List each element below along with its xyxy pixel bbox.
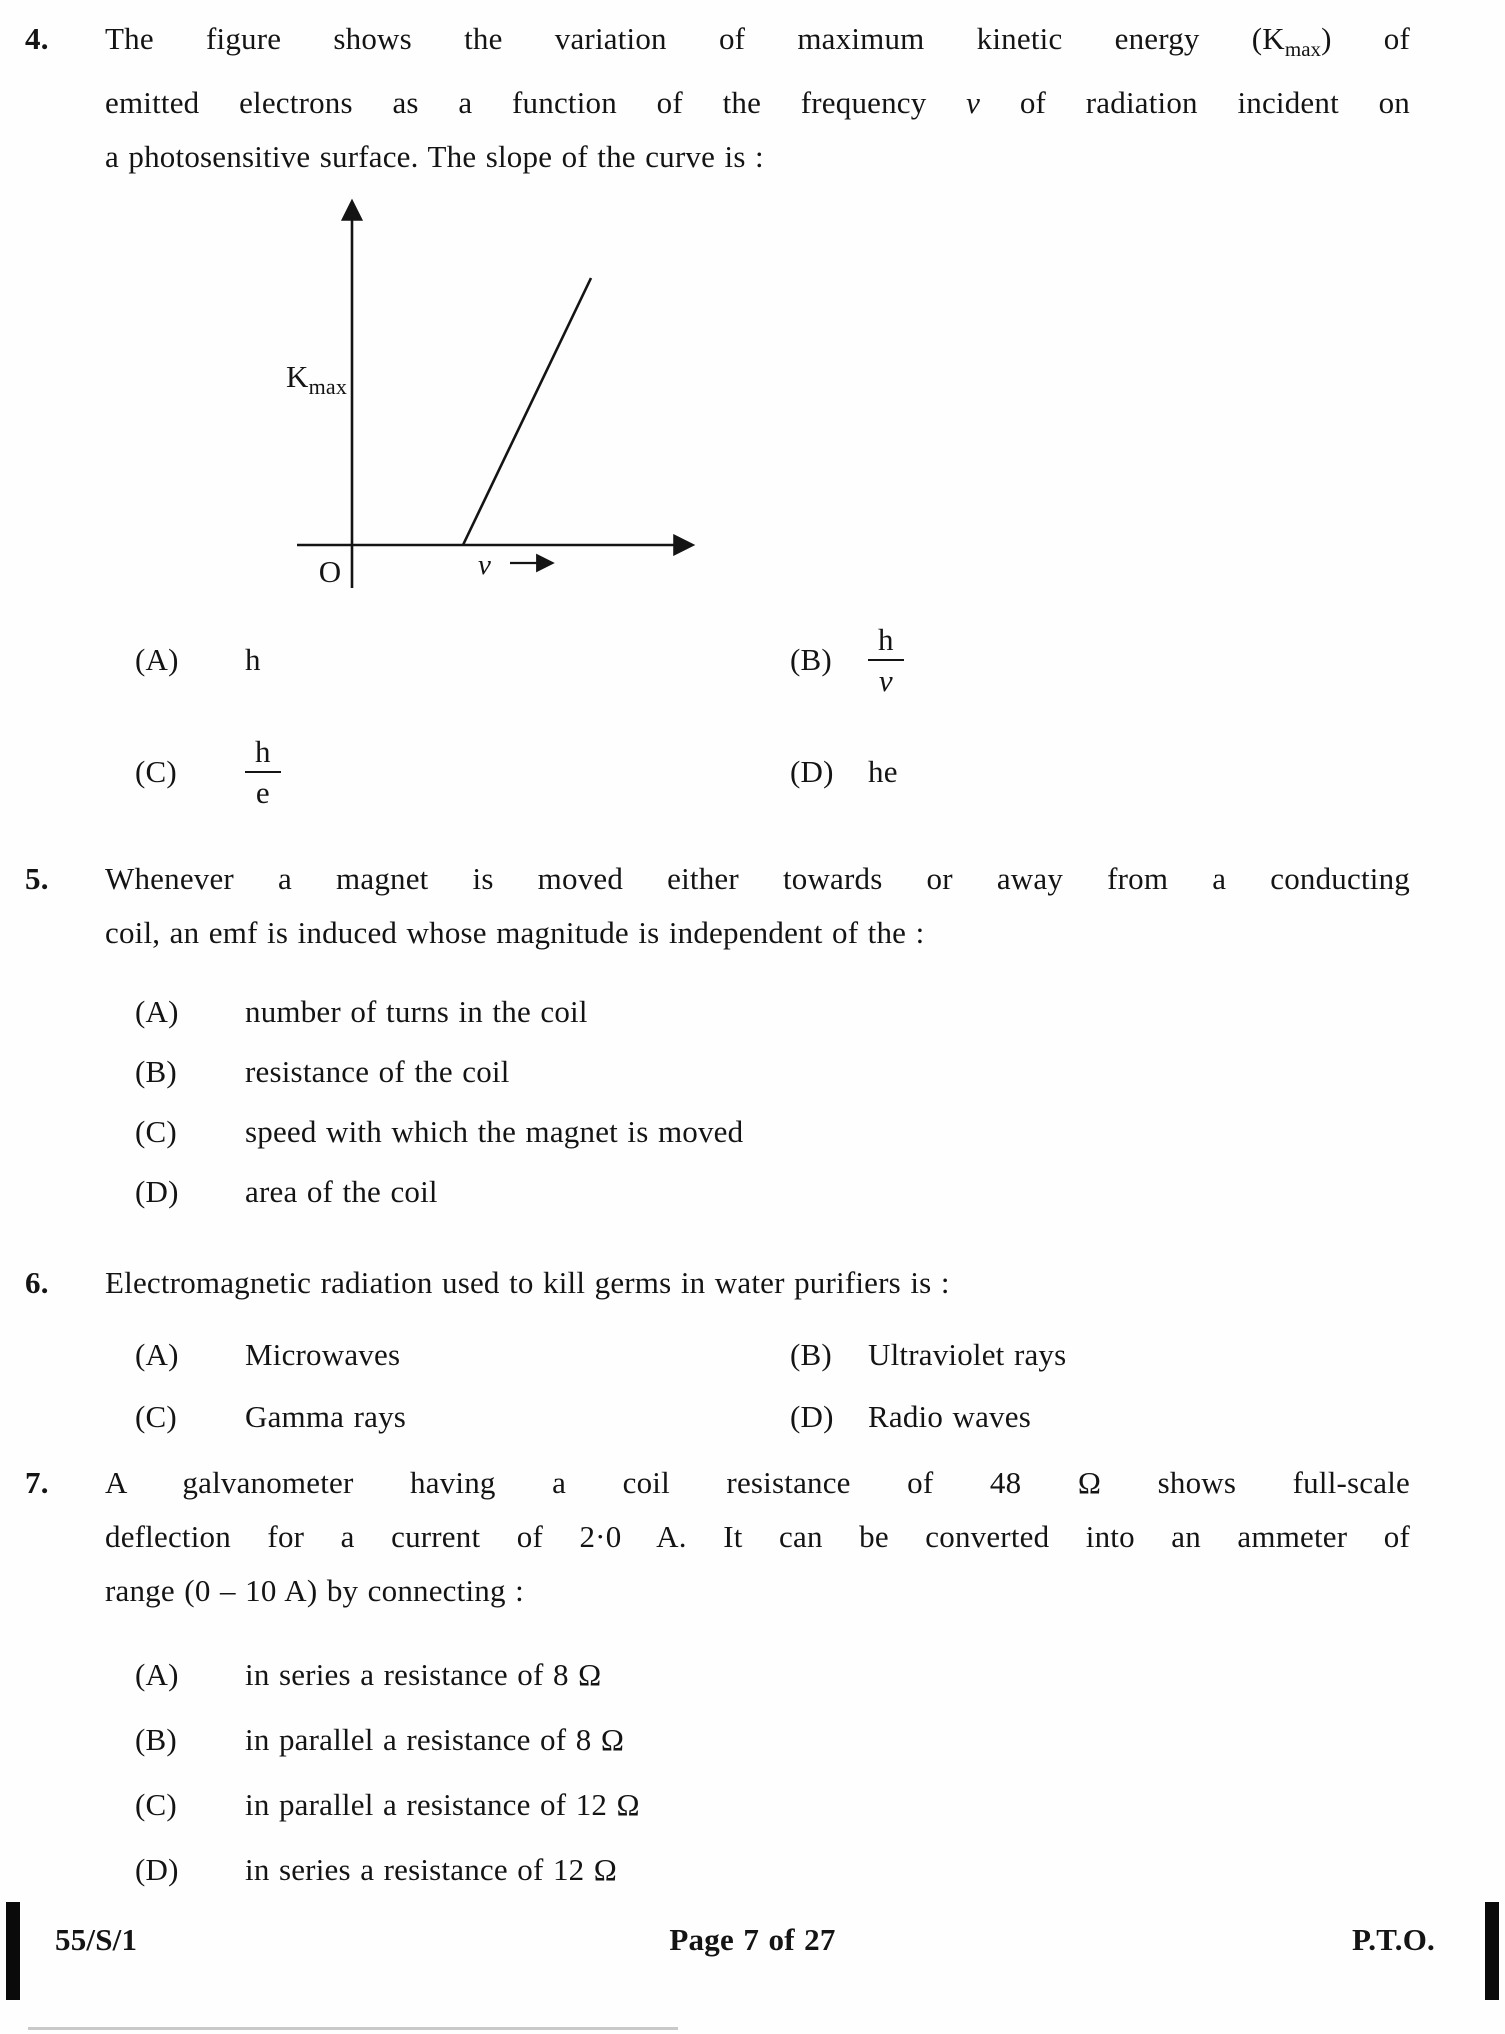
q5-option-d-label: (D): [135, 1174, 179, 1209]
q6-option-a-label: (A): [135, 1337, 179, 1372]
q5-option-d: [135, 1162, 1410, 1222]
q4-option-b-label: (B): [790, 642, 832, 678]
q4-option-c-label: (C): [135, 754, 177, 790]
q4-option-d: [790, 716, 1410, 828]
question-6-text-line-1: Electromagnetic radiation used to kill germs in water purifiers is :: [105, 1265, 950, 1300]
q6-option-c-label: (C): [135, 1399, 177, 1434]
q4-nu-symbol: ν: [966, 85, 981, 121]
q4-option-c-fraction: [245, 734, 281, 811]
q7-option-a-label: (A): [135, 1656, 179, 1692]
q5-option-c: [135, 1102, 1410, 1162]
origin-label: O: [318, 554, 342, 590]
page-number-label: Page 7 of 27: [669, 1922, 836, 1957]
question-7-content: [105, 1456, 1410, 1902]
q7-option-b-text: in parallel a resistance of 8 Ω: [245, 1721, 625, 1757]
q4-option-b-fraction: [868, 622, 904, 699]
question-5-text-line-2: coil, an emf is induced whose magnitude is independent of the :: [105, 915, 925, 950]
q4-text-seg: of radiation incident on: [980, 85, 1410, 121]
graph-svg: [240, 184, 720, 604]
question-5-number: 5.: [25, 861, 49, 896]
question-4-text-line-1: [105, 12, 1410, 76]
q6-option-d-text: Radio waves: [868, 1399, 1031, 1434]
fraction-numerator: h: [245, 734, 281, 774]
q4-option-a-value: h: [245, 642, 261, 678]
question-7-text-line-3: range (0 – 10 A) by connecting :: [105, 1573, 524, 1608]
q6-option-a-text: Microwaves: [245, 1337, 401, 1372]
q7-option-c-text: in parallel a resistance of 12 Ω: [245, 1786, 640, 1822]
x-axis-label: ν: [478, 549, 492, 582]
question-7-options: [105, 1642, 1410, 1902]
q5-option-b: [135, 1042, 1410, 1102]
question-5-content: [105, 852, 1410, 1222]
q7-option-b: [135, 1707, 1410, 1772]
q6-option-b: [790, 1324, 1410, 1386]
paper-code: 55/S/1: [55, 1922, 138, 1957]
q4-option-d-label: (D): [790, 754, 834, 790]
q5-option-b-text: resistance of the coil: [245, 1054, 510, 1089]
q7-option-c-label: (C): [135, 1786, 177, 1822]
q5-option-a: [135, 982, 1410, 1042]
fraction-denominator: ν: [878, 663, 893, 699]
q5-option-a-label: (A): [135, 994, 179, 1029]
q5-option-b-label: (B): [135, 1054, 177, 1089]
question-4-number: 4.: [25, 21, 49, 56]
q4-text-seg: The figure shows the variation of maximum kinetic energy (K: [105, 21, 1285, 56]
q6-option-c: [135, 1386, 790, 1448]
q7-option-b-label: (B): [135, 1721, 177, 1757]
q5-option-c-text: speed with which the magnet is moved: [245, 1114, 744, 1149]
q6-option-a: [135, 1324, 790, 1386]
question-7-number: 7.: [25, 1465, 49, 1500]
question-7-text-line-2: deflection for a current of 2·0 A. It can be converted into an ammeter of: [105, 1519, 1410, 1554]
question-4-content: [105, 12, 1410, 828]
question-4-text-line-2: [105, 76, 1410, 130]
q5-option-c-label: (C): [135, 1114, 177, 1149]
q4-kmax-subscript: max: [1284, 37, 1322, 62]
q6-option-d: [790, 1386, 1410, 1448]
q7-option-d-text: in series a resistance of 12 Ω: [245, 1851, 618, 1887]
q6-option-b-label: (B): [790, 1337, 832, 1372]
question-6: [0, 1256, 1505, 1448]
q4-option-a-label: (A): [135, 642, 179, 678]
q5-option-a-text: number of turns in the coil: [245, 994, 588, 1029]
question-7: [0, 1456, 1505, 1902]
q6-option-c-text: Gamma rays: [245, 1399, 407, 1434]
question-6-number: 6.: [25, 1265, 49, 1300]
q4-option-d-value: he: [868, 754, 898, 790]
graph-line: [463, 278, 591, 545]
q7-option-a-text: in series a resistance of 8 Ω: [245, 1656, 602, 1692]
question-6-content: [105, 1256, 1410, 1448]
q4-option-b: [790, 604, 1410, 716]
q4-text-seg: ) of: [1321, 21, 1411, 56]
question-5-text-line-1: Whenever a magnet is moved either towards or away from a conducting: [105, 861, 1410, 896]
scan-artifact-line: [28, 2027, 678, 2030]
fraction-numerator: h: [868, 622, 904, 662]
kmax-frequency-graph: [240, 184, 720, 604]
question-4-text-line-3: a photosensitive surface. The slope of the curve is :: [105, 139, 764, 175]
question-7-text-line-1: A galvanometer having a coil resistance of 48 Ω shows full-scale: [105, 1465, 1410, 1500]
fraction-denominator: e: [255, 775, 270, 811]
question-4: [0, 12, 1505, 828]
q4-text-seg: emitted electrons as a function of the frequency: [105, 85, 967, 121]
q5-option-d-text: area of the coil: [245, 1174, 438, 1209]
page-footer: [0, 1922, 1505, 1962]
pto-label: P.T.O.: [1351, 1922, 1435, 1957]
q4-option-c: [135, 716, 790, 828]
q6-option-d-label: (D): [790, 1399, 834, 1434]
y-axis-label: $K_{max}$: [286, 359, 348, 400]
q7-option-a: [135, 1642, 1410, 1707]
question-5: [0, 852, 1505, 1222]
q7-option-d-label: (D): [135, 1851, 179, 1887]
question-6-options: [105, 1324, 1410, 1448]
question-5-options: [105, 982, 1410, 1222]
q4-option-a: [135, 604, 790, 716]
question-4-options: [105, 604, 1410, 828]
q7-option-d: [135, 1837, 1410, 1902]
q7-option-c: [135, 1772, 1410, 1837]
q6-option-b-text: Ultraviolet rays: [868, 1337, 1067, 1372]
